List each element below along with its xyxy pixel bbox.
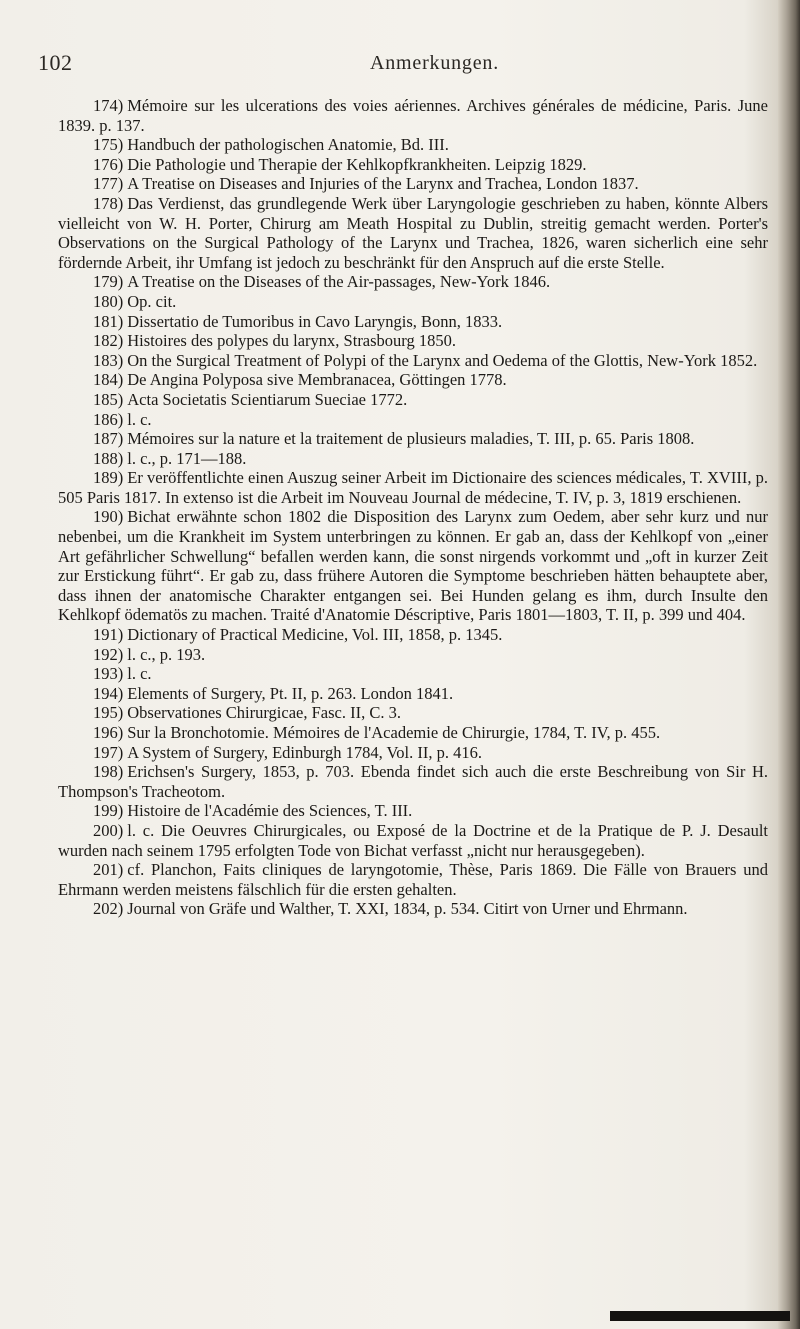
endnote-number: 192) bbox=[93, 644, 124, 664]
endnote-text: Histoire de l'Académie des Sciences, T. III. bbox=[127, 801, 413, 821]
endnote-text: Acta Societatis Scientiarum Sueciae 1772. bbox=[127, 389, 408, 409]
endnote-number: 183) bbox=[93, 350, 124, 370]
page-header bbox=[0, 50, 800, 80]
scan-edge-mark bbox=[610, 1311, 790, 1321]
endnote bbox=[58, 272, 768, 292]
endnote bbox=[58, 762, 768, 801]
endnote-text: On the Surgical Treatment of Polypi of the Larynx and Oedema of the Glottis, New-York 1852. bbox=[127, 350, 758, 370]
endnote-text: Handbuch der pathologischen Anatomie, Bd. III. bbox=[127, 135, 449, 155]
endnote-number: 190) bbox=[93, 507, 124, 527]
endnote bbox=[58, 899, 768, 919]
endnote bbox=[58, 801, 768, 821]
endnote-text: De Angina Polyposa sive Membranacea, Göttingen 1778. bbox=[127, 370, 507, 390]
endnote-text: Op. cit. bbox=[127, 291, 177, 311]
endnote-number: 195) bbox=[93, 703, 124, 723]
running-title: Anmerkungen. bbox=[370, 52, 500, 74]
endnote bbox=[58, 645, 768, 665]
endnote bbox=[58, 449, 768, 469]
endnote bbox=[58, 507, 768, 625]
endnote bbox=[58, 723, 768, 743]
endnote bbox=[58, 821, 768, 860]
endnote bbox=[58, 743, 768, 763]
endnote-text: Mémoires sur la nature et la traitement de plusieurs maladies, T. III, p. 65. Paris 1808. bbox=[127, 429, 695, 449]
endnote-text: cf. Planchon, Faits cliniques de laryngotomie, Thèse, Paris 1869. Die Fälle von Brauers und Ehrmann werden meistens fälschlich für die ersten gehalten. bbox=[58, 860, 768, 899]
endnote bbox=[58, 468, 768, 507]
endnote-number: 182) bbox=[93, 331, 124, 351]
endnote-text: l. c. Die Oeuvres Chirurgicales, ou Exposé de la Doctrine et de la Pratique de P. J. Desault wurden nach seinem 1795 erfolgten Tode von Bichat verfasst „nicht nur herausgegeben). bbox=[58, 820, 768, 860]
endnote-number: 180) bbox=[93, 291, 124, 311]
endnote-number: 184) bbox=[93, 370, 124, 390]
endnote bbox=[58, 155, 768, 175]
endnote-text: A Treatise on the Diseases of the Air-passages, New-York 1846. bbox=[127, 272, 551, 292]
endnote-number: 188) bbox=[93, 448, 124, 468]
endnote-number: 174) bbox=[93, 96, 124, 115]
endnote-text: Er veröffentlichte einen Auszug seiner Arbeit im Dictionaire des sciences médicales, T. XVIII, p. 505 Paris 1817. In extenso ist die Arbeit im Nouveau Journal de médecine, T. IV, p. 3, 1819 erschienen. bbox=[58, 468, 768, 507]
endnote bbox=[58, 703, 768, 723]
endnote-text: Sur la Bronchotomie. Mémoires de l'Academie de Chirurgie, 1784, T. IV, p. 455. bbox=[127, 723, 661, 742]
endnote-number: 176) bbox=[93, 154, 124, 174]
endnote-number: 178) bbox=[93, 193, 124, 213]
endnote-number: 179) bbox=[93, 272, 124, 292]
endnote-text: l. c. bbox=[127, 409, 152, 429]
endnotes-list bbox=[58, 96, 768, 919]
page-binding-shadow bbox=[778, 0, 800, 1329]
endnote-number: 181) bbox=[93, 311, 124, 331]
endnote bbox=[58, 194, 768, 272]
endnote-text: Histoires des polypes du larynx, Strasbourg 1850. bbox=[127, 331, 457, 351]
endnote-text: Dissertatio de Tumoribus in Cavo Laryngis, Bonn, 1833. bbox=[127, 311, 503, 331]
endnote bbox=[58, 390, 768, 410]
endnote-number: 186) bbox=[93, 409, 124, 429]
endnote-number: 191) bbox=[93, 625, 124, 645]
endnote-number: 196) bbox=[93, 723, 124, 742]
endnote bbox=[58, 96, 768, 135]
endnote-text: l. c., p. 171—188. bbox=[127, 448, 247, 468]
endnote bbox=[58, 292, 768, 312]
endnote bbox=[58, 135, 768, 155]
endnote bbox=[58, 860, 768, 899]
endnote-number: 201) bbox=[93, 860, 124, 880]
endnote-text: Journal von Gräfe und Walther, T. XXI, 1834, p. 534. Citirt von Urner und Ehrmann. bbox=[127, 899, 688, 919]
endnote bbox=[58, 664, 768, 684]
endnote bbox=[58, 684, 768, 704]
endnote-text: A Treatise on Diseases and Injuries of the Larynx and Trachea, London 1837. bbox=[127, 174, 639, 194]
endnote-text: Observationes Chirurgicae, Fasc. II, C. 3. bbox=[127, 703, 401, 723]
endnote bbox=[58, 331, 768, 351]
endnote-number: 185) bbox=[93, 389, 124, 409]
endnote-number: 197) bbox=[93, 742, 124, 762]
endnote-number: 200) bbox=[93, 820, 124, 840]
endnote-text: Erichsen's Surgery, 1853, p. 703. Ebenda findet sich auch die erste Beschreibung von Sir H. Thompson's Tracheotom. bbox=[58, 762, 768, 801]
endnote bbox=[58, 410, 768, 430]
endnote-text: Dictionary of Practical Medicine, Vol. III, 1858, p. 1345. bbox=[127, 625, 503, 645]
endnote bbox=[58, 625, 768, 645]
endnote-text: Die Pathologie und Therapie der Kehlkopfkrankheiten. Leipzig 1829. bbox=[127, 154, 587, 174]
endnote-number: 198) bbox=[93, 762, 124, 782]
endnote-text: Das Verdienst, das grundlegende Werk über Laryngologie geschrieben zu haben, könnte Albers vielleicht von W. H. Porter, Chirurg am Meath Hospital zu Dublin, streitig gemacht werden. Porter's Observations on the Surgical Pathology of the Larynx und Trachea, 1826, waren sicherlich eine sehr fördernde Arbeit, ihr Umfang ist jedoch zu beschränkt für den Anspruch auf die erste Stelle. bbox=[58, 193, 768, 272]
endnote bbox=[58, 174, 768, 194]
endnote-text: A System of Surgery, Edinburgh 1784, Vol. II, p. 416. bbox=[127, 742, 483, 762]
endnote-text: Mémoire sur les ulcerations des voies aériennes. Archives générales de médicine, Paris. June 1839. p. 137. bbox=[58, 96, 768, 135]
endnote-number: 202) bbox=[93, 899, 124, 919]
endnote-text: l. c. bbox=[127, 664, 152, 684]
endnote-text: l. c., p. 193. bbox=[127, 644, 206, 664]
endnote-number: 194) bbox=[93, 683, 124, 703]
endnote-text: Elements of Surgery, Pt. II, p. 263. London 1841. bbox=[127, 683, 454, 703]
endnote-number: 193) bbox=[93, 664, 124, 684]
endnote bbox=[58, 429, 768, 449]
endnote-number: 189) bbox=[93, 468, 124, 488]
endnote-number: 187) bbox=[93, 429, 124, 449]
endnote bbox=[58, 351, 768, 371]
endnote-number: 175) bbox=[93, 135, 124, 155]
endnote-text: Bichat erwähnte schon 1802 die Disposition des Larynx zum Oedem, aber sehr kurz und nur nebenbei, um die Krankheit im System unterbringen zu können. Er gab an, dass der Kehlkopf von „einer Art gefährlicher Schwellung“ befallen werden kann, die sonst nirgends vorkommt und „oft in kurzer Zeit zur Erstickung führt“. Er gab zu, dass frühere Autoren die Symptome beschrieben hätten behauptete aber, dass ihnen der anatomische Charakter entgangen sei. Bei Hunden gelang es ihm, durch Insulte den Kehlkopf ödematös zu machen. Traité d'Anatomie Déscriptive, Paris 1801—1803, T. II, p. 399 und 404. bbox=[58, 507, 768, 625]
endnote bbox=[58, 370, 768, 390]
endnote bbox=[58, 312, 768, 332]
page-number: 102 bbox=[38, 50, 73, 75]
endnote-number: 177) bbox=[93, 174, 124, 194]
endnote-number: 199) bbox=[93, 801, 124, 821]
